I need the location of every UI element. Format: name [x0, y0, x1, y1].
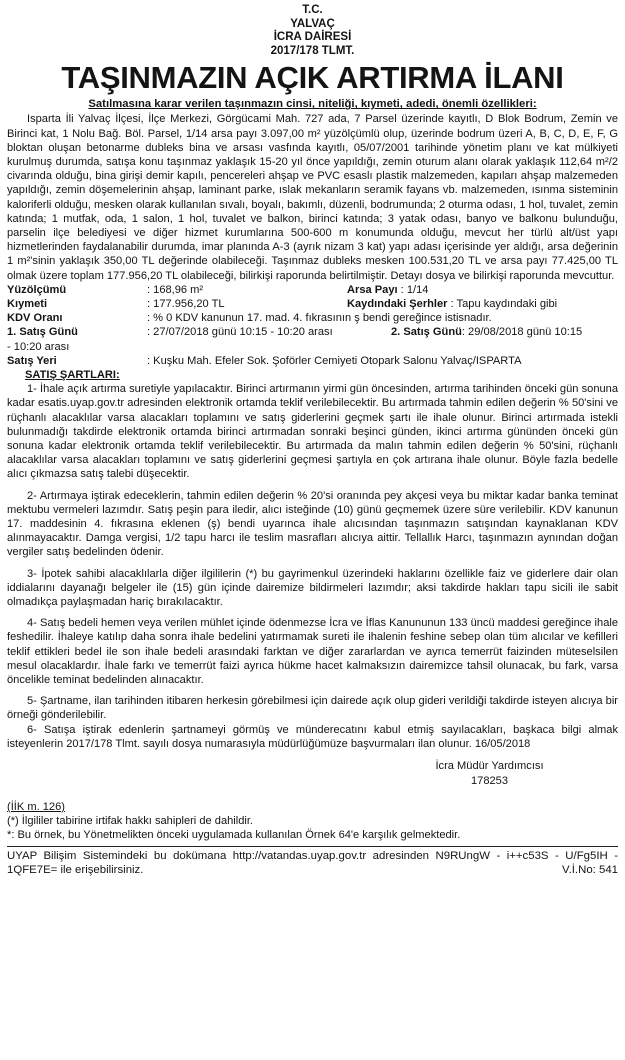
spacer [7, 609, 618, 616]
condition-6: 6- Satışa iştirak edenlerin şartnameyi görmüş ve münderecatını kabul etmiş sayılacakları, başkaca bilgi almak isteyenlerin 2017/178 Tlmt. sayılı dosya numarasıyla müdürlüğümüze başvurmaları ilan olunur. 16/05/2018 [7, 723, 618, 750]
registry-group [347, 297, 557, 311]
registry-label: Kaydındaki Şerhler [347, 298, 448, 310]
spacer [7, 687, 618, 694]
area-label: Yüzölçümü [7, 283, 67, 296]
value-value: : 177.956,20 TL [147, 298, 225, 310]
header-line-file-no: 2017/178 TLMT. [270, 44, 355, 57]
registry-value: : Tapu kaydındaki gibi [450, 298, 558, 310]
property-description: Isparta İli Yalvaç İlçesi, İlçe Merkezi, Görgücami Mah. 727 ada, 7 Parsel üzerinde kayıtlı, D Blok Bodrum, Zemin ve Birinci kat, 1 Nolu Bağ. Böl. Parsel, 1/14 arsa payı 3.097,00 m² yüzölçümlü olup, üzerinde bodrum üzeri A, B, C, D, E, F, G bloktan oluşan betonarme dubleks bina ve arsası vasfında kayıtlı, 05/07/2001 tarihinde yönetim planı ve kat mülkiyeti kurulmuş durumda, satışa konu taşınmaz yaklaşık 15-20 yıl önce yapıldığı, zemin oturum alanı olarak yaklaşık 112,64 m²/2 civarında olduğu, bina girişi demir kapılı, pencereleri ahşap ve PVC esaslı plastik malzemeden, kapıları ahşap malzemeden yapıldığı, zemin döşemelerinin ahşap, laminant parke, ıslak mekanların seramik fayans vb. malzemeden, ısınma sisteminin kaloriferli olduğu, mesken olarak kullanılan sıvalı, boyalı, bakımlı, düzenli, bodrumunda; 2 oturma odası, 1 hol, tuvalet, zemin katında; 1 mutfak, oda, 1 salon, 1 hol, tuvalet ve balkon, birinci katında; 3 yatak odası, banyo ve balkonu bulunduğu, parselin ilçe belediyesi ve diğer hizmet kurumlarına 500-600 m konumunda olduğu, mevcut her türlü alt/üst yapı hizmetlerinden faydalanabilir durumda, imar planında A-3 (ayrık nizam 3 kat) yapı adası içerisinde yer aldığı, arsa değerinin 1 m²'sinin yaklaşık 350,00 TL değerinde olabileceği. Taşınmaz dubleks mesken 100.531,20 TL ve arsa payı 77.425,00 TL olmak üzere toplam 177.956,20 TL olabileceği, bilirkişi raporunda belirtilmiştir. Detayı dosya ve bilirkişi raporunda mevcuttur. [7, 113, 618, 282]
condition-1: 1- İhale açık artırma suretiyle yapılacaktır. Birinci artırmanın yirmi gün öncesinden, artırma tarihinden önceki gün sonuna kadar esatis.uyap.gov.tr adresinden elektronik ortamda teklif verilebilecektir. Bu artırmada tahmin edilen değerin % 50'sini ve rüçhanlı alacaklılar varsa alacakları toplamını ve satış giderlerini geçmek şartı ile ihale olunur. Birinci artırmada istekli bulunmadığı takdirde elektronik ortamda birinci artırmadan sonraki beşinci günden, ikinci artırma gününden önceki gün sonuna kadar elektronik ortamda teklif verilebilecektir. Bu artırmada da malın tahmin edilen değerin % 50'sini, rüçhanlı alacaklılar varsa alacakları toplamını ve satış giderlerini geçmesi şartıyla en çok artırana ihale olunur. Böyle fazla bedelle alıcı çıkmazsa satış talebi düşecektir. [7, 383, 618, 481]
signature-block [407, 759, 572, 788]
property-details [7, 283, 618, 368]
footnote-2: *: Bu örnek, bu Yönetmelikten önceki uygulamada kullanılan Örnek 64'e karşılık gelmektedir. [7, 829, 461, 842]
share-group [347, 283, 428, 297]
value-label: Kıymeti [7, 298, 48, 310]
detail-row-area [7, 283, 618, 297]
detail-row-sale-dates [7, 325, 618, 339]
court-header [7, 4, 618, 58]
header-line-city: YALVAÇ [290, 17, 335, 30]
area-value: : 168,96 m² [147, 283, 204, 296]
detail-row-kdv [7, 311, 618, 325]
detail-row-value [7, 297, 618, 311]
condition-4: 4- Satış bedeli hemen veya verilen mühlet içinde ödenmezse İcra ve İflas Kanununun 133 üncü maddesi gereğince ihale feshedilir. İhaleye katılıp daha sonra ihale bedelini yatırmamak sureti ile ihalenin feshine sebep olan tüm alıcılar ve kefilleri teklif ettikleri bedel ile son ihale bedeli arasındaki farktan ve diğer zararlardan ve ayrıca temerrüt faizinden müteselsilen mesul olacaklardır. İhale farkı ve temerrüt faizi ayrıca hükme hacet kalmaksızın dairemizce tahsil olunacak, bu fark, varsa öncelikle teminat bedelinden alınacaktır. [7, 617, 618, 686]
signature-title: İcra Müdür Yardımcısı [435, 760, 544, 773]
sale1-label: 1. Satış Günü [7, 326, 78, 339]
detail-row-place [7, 354, 618, 368]
condition-5: 5- Şartname, ilan tarihinden itibaren herkesin görebilmesi için dairede açık olup gideri verildiği takdirde isteyen alıcıya bir örneği gönderilebilir. [7, 695, 618, 722]
conditions-title: SATIŞ ŞARTLARI: [25, 368, 120, 381]
header-line-tc: T.C. [302, 4, 323, 16]
share-label: Arsa Payı [347, 283, 398, 296]
signature-number: 178253 [470, 774, 509, 787]
condition-3: 3- İpotek sahibi alacaklılarla diğer ilgililerin (*) bu gayrimenkul üzerindeki haklarını özellikle faiz ve giderlere dair olan iddialarını dayanağı belgeler ile (15) gün içinde dairemize bildirmeleri lazımdır; aksi takdirde hakları tapu sicili ile sabit olmadıkça paylaşmadan hariç bırakılacaktır. [7, 567, 618, 608]
footnotes [7, 800, 618, 843]
uyap-text: UYAP Bilişim Sistemindeki bu dokümana http://vatandas.uyap.gov.tr adresinden N9RUngW - i++c53S - U/Fg5IH - 1QFE7E= ile erişebilirsiniz. [7, 849, 618, 876]
page-title: TAŞINMAZIN AÇIK ARTIRMA İLANI [61, 60, 564, 96]
footnote-1: (*) İlgililer tabirine irtifak hakkı sahipleri de dahildir. [7, 815, 254, 828]
header-line-office: İCRA DAİRESİ [273, 31, 352, 44]
vi-number: V.İ.No: 541 [562, 863, 618, 876]
kdv-label: KDV Oranı [7, 312, 63, 325]
sale2-continuation: - 10:20 arası [7, 340, 70, 353]
place-value: : Kuşku Mah. Efeler Sok. Şoförler Cemiyeti Otopark Salonu Yalvaç/ISPARTA [147, 354, 522, 367]
detail-row-sale2-cont [7, 340, 618, 354]
uyap-footer [7, 849, 618, 877]
place-label: Satış Yeri [7, 354, 57, 367]
law-reference: (İİK m. 126) [7, 801, 65, 814]
divider [7, 846, 618, 847]
sale2-label: 2. Satış Günü [391, 326, 462, 339]
sale2-group [391, 325, 582, 339]
sale1-value: : 27/07/2018 günü 10:15 - 10:20 arası [147, 326, 333, 339]
share-value: : 1/14 [400, 283, 429, 296]
spacer [7, 560, 618, 567]
condition-2: 2- Artırmaya iştirak edeceklerin, tahmin edilen değerin % 20'si oranında pey akçesi veya bu miktar kadar banka teminat mektubu vermeleri lazımdır. Satış peşin para iledir, alıcı isteğinde (10) günü geçmemek üzere süre verilebilir. KDV kanunun 17. maddesinin 4. fıkrasına eklenen (ş) bendi uyarınca ihale alıcısından taşınmazın satışından kaynaklanan KDV alınmayacaktır. Damga vergisi, 1/2 tapu harcı ile teslim masrafları alıcıya aittir. Tellallık Harcı, taşınmazın aynından doğan vergiler satış bedelinden ödenir. [7, 489, 618, 559]
sale2-value: : 29/08/2018 günü 10:15 [461, 326, 583, 339]
kdv-value: : % 0 KDV kanunun 17. mad. 4. fıkrasının ş bendi gereğince istisnadır. [147, 312, 492, 325]
spacer [7, 482, 618, 489]
property-subheading: Satılmasına karar verilen taşınmazın cinsi, niteliği, kıymeti, adedi, önemli özellikleri: [88, 98, 537, 111]
